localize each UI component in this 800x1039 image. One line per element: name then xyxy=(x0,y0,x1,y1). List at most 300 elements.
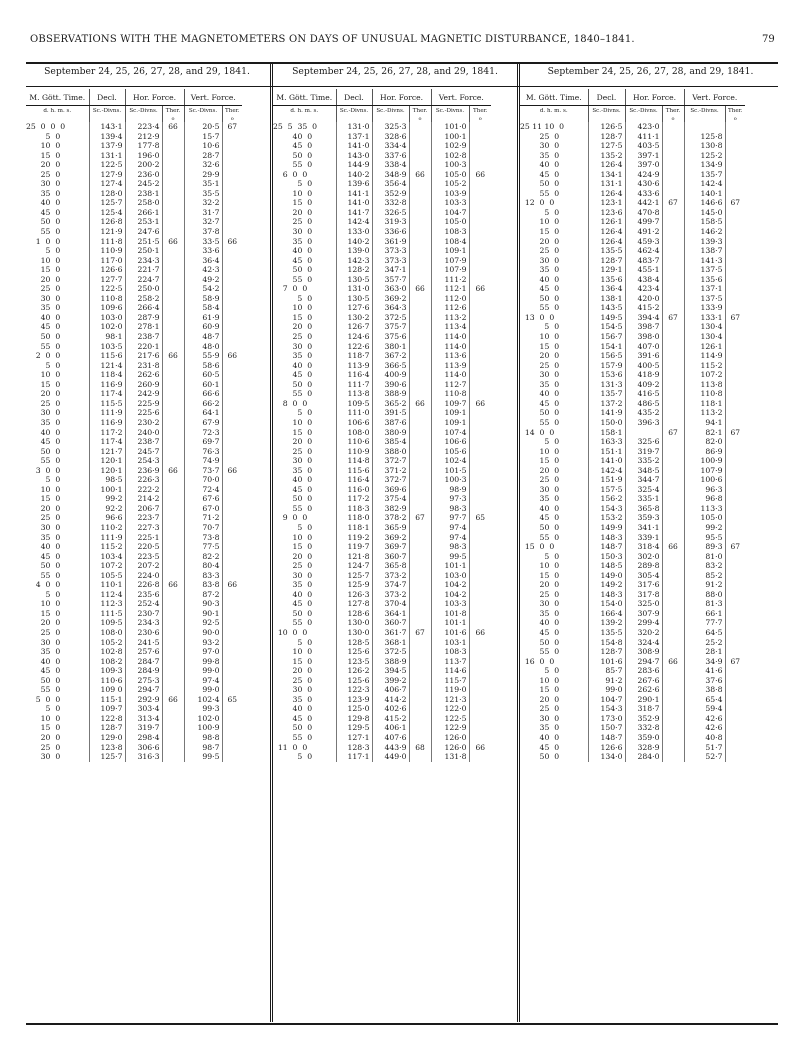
cell-time: 40 0 xyxy=(26,656,61,666)
cell-vertical-force: 72·4 xyxy=(184,485,222,495)
table-row xyxy=(273,447,491,457)
cell-declination: 109·5 xyxy=(89,618,125,628)
cell-vertical-force: 93·2 xyxy=(184,638,222,648)
cell-hor-thermometer xyxy=(662,447,684,457)
cell-hor-thermometer xyxy=(662,227,684,237)
cell-hor-thermometer xyxy=(409,275,431,285)
cell-hor-thermometer xyxy=(409,676,431,686)
cell-time: 25 11 10 0 xyxy=(520,122,565,131)
cell-time: 25 0 xyxy=(273,561,313,571)
table-row xyxy=(26,256,242,266)
cell-declination: 116·4 xyxy=(336,370,372,380)
cell-hor-thermometer xyxy=(409,256,431,266)
cell-hor-thermometer: 66 xyxy=(162,580,184,590)
units-ther: Ther. xyxy=(469,106,491,117)
cell-vert-thermometer xyxy=(469,437,491,447)
table-row xyxy=(26,628,242,638)
cell-horizontal-force: 223·7 xyxy=(125,513,162,523)
cell-vert-thermometer xyxy=(222,170,242,180)
cell-vertical-force: 101·0 xyxy=(431,122,469,132)
cell-declination: 116·9 xyxy=(89,418,125,428)
cell-time: 45 0 xyxy=(26,207,61,217)
cell-vert-thermometer xyxy=(725,485,745,495)
table-row xyxy=(520,695,745,705)
cell-hor-thermometer xyxy=(662,418,684,428)
cell-vert-thermometer xyxy=(222,265,242,275)
cell-declination: 129·8 xyxy=(336,714,372,724)
cell-vertical-force xyxy=(684,122,725,132)
cell-vertical-force: 133·9 xyxy=(684,303,725,313)
cell-hor-thermometer xyxy=(162,179,184,189)
cell-declination: 156·5 xyxy=(588,351,625,361)
cell-hor-thermometer xyxy=(162,170,184,180)
cell-vertical-force: 141·3 xyxy=(684,256,725,266)
units-decl: Sc.-Divns. xyxy=(588,106,625,117)
cell-horizontal-force: 369·2 xyxy=(372,533,409,543)
cell-vert-thermometer xyxy=(725,227,745,237)
cell-time: 45 0 xyxy=(273,255,313,265)
cell-vertical-force: 99·2 xyxy=(684,523,725,533)
table-row xyxy=(26,294,242,304)
cell-hor-thermometer xyxy=(162,141,184,151)
cell-vertical-force: 138·7 xyxy=(684,246,725,256)
cell-vertical-force: 25·2 xyxy=(684,638,725,648)
cell-vertical-force: 35·5 xyxy=(184,189,222,199)
cell-time: 20 0 xyxy=(26,160,61,170)
cell-horizontal-force: 262·6 xyxy=(125,370,162,380)
cell-declination: 102·8 xyxy=(89,647,125,657)
cell-time: 35 0 xyxy=(26,417,61,427)
cell-time: 5 0 xyxy=(273,637,313,647)
cell-vertical-force: 108·4 xyxy=(431,237,469,247)
cell-vertical-force: 112·6 xyxy=(431,303,469,313)
cell-hor-thermometer xyxy=(162,561,184,571)
cell-vertical-force: 102·9 xyxy=(431,141,469,151)
cell-horizontal-force: 235·6 xyxy=(125,590,162,600)
cell-hor-thermometer: 66 xyxy=(162,122,184,132)
cell-time: 20 0 xyxy=(26,618,61,628)
cell-horizontal-force: 365·9 xyxy=(372,523,409,533)
units-row xyxy=(273,106,491,117)
cell-vert-thermometer xyxy=(469,704,491,714)
table-row xyxy=(26,151,242,161)
cell-horizontal-force: 411·1 xyxy=(625,132,662,142)
cell-time: 5 0 xyxy=(273,293,313,303)
cell-vert-thermometer xyxy=(469,380,491,390)
cell-time: 30 0 xyxy=(273,570,313,580)
table-row xyxy=(520,227,745,237)
cell-horizontal-force: 317·8 xyxy=(625,590,662,600)
units-decl: Sc.-Divns. xyxy=(89,106,125,117)
cell-vertical-force: 130·4 xyxy=(684,322,725,332)
cell-vertical-force: 122·9 xyxy=(431,723,469,733)
cell-hor-thermometer xyxy=(662,122,684,132)
table-row xyxy=(273,151,491,161)
cell-hor-thermometer xyxy=(162,714,184,724)
cell-vertical-force: 52·7 xyxy=(684,752,725,762)
cell-declination: 125·6 xyxy=(336,676,372,686)
cell-vert-thermometer xyxy=(469,638,491,648)
cell-time: 40 0 xyxy=(273,246,313,256)
cell-vertical-force: 137·5 xyxy=(684,265,725,275)
cell-vert-thermometer xyxy=(469,179,491,189)
cell-declination: 127·9 xyxy=(89,170,125,180)
cell-time: 5 0 xyxy=(273,179,313,189)
cell-time: 45 0 xyxy=(26,437,61,447)
cell-declination: 100·1 xyxy=(89,485,125,495)
cell-hor-thermometer xyxy=(162,246,184,256)
cell-hor-thermometer xyxy=(409,647,431,657)
cell-horizontal-force: 200·2 xyxy=(125,160,162,170)
cell-hor-thermometer: 66 xyxy=(162,237,184,247)
cell-declination: 126·8 xyxy=(89,217,125,227)
cell-declination: 129·0 xyxy=(89,733,125,743)
cell-vert-thermometer xyxy=(222,714,242,724)
cell-horizontal-force: 372·5 xyxy=(372,313,409,323)
cell-horizontal-force: 231·8 xyxy=(125,361,162,371)
cell-vertical-force: 96·3 xyxy=(684,485,725,495)
cell-vertical-force: 73·7 xyxy=(184,466,222,476)
cell-time: 5 0 xyxy=(26,589,61,599)
cell-vertical-force: 90·0 xyxy=(184,628,222,638)
cell-declination: 153·6 xyxy=(588,370,625,380)
cell-time: 40 0 xyxy=(520,618,560,628)
table-row xyxy=(26,275,242,285)
cell-time: 15 0 xyxy=(273,656,313,666)
cell-hor-thermometer xyxy=(662,580,684,590)
cell-vertical-force: 135·6 xyxy=(684,275,725,285)
cell-horizontal-force: 370·4 xyxy=(372,599,409,609)
table-row xyxy=(520,638,745,648)
cell-declination: 116·4 xyxy=(336,475,372,485)
table-row xyxy=(26,494,242,504)
table-row xyxy=(520,313,745,323)
cell-vert-thermometer xyxy=(222,132,242,142)
cell-hor-thermometer xyxy=(409,179,431,189)
cell-time: 10 0 xyxy=(520,675,560,685)
cell-time: 10 0 xyxy=(26,141,61,151)
header-row xyxy=(520,89,745,106)
cell-time: 45 0 xyxy=(520,284,560,294)
cell-horizontal-force: 483·7 xyxy=(625,256,662,266)
cell-declination: 125·7 xyxy=(336,571,372,581)
cell-vert-thermometer xyxy=(469,666,491,676)
cell-time: 35 0 xyxy=(520,723,560,733)
cell-vertical-force: 109·1 xyxy=(431,246,469,256)
cell-vertical-force: 33·6 xyxy=(184,246,222,256)
cell-horizontal-force: 399·2 xyxy=(372,676,409,686)
cell-hor-thermometer xyxy=(162,342,184,352)
cell-hor-thermometer xyxy=(662,351,684,361)
cell-vertical-force: 98·9 xyxy=(431,485,469,495)
cell-time: 15 0 xyxy=(26,265,61,275)
cell-hor-thermometer xyxy=(409,389,431,399)
cell-horizontal-force: 365·8 xyxy=(625,504,662,514)
cell-hor-thermometer xyxy=(162,332,184,342)
cell-hor-thermometer xyxy=(162,256,184,266)
cell-horizontal-force: 224·0 xyxy=(125,571,162,581)
cell-vert-thermometer xyxy=(725,723,745,733)
table-row xyxy=(520,704,745,714)
cell-time: 40 0 xyxy=(273,704,313,714)
cell-hor-thermometer xyxy=(662,475,684,485)
cell-vertical-force: 111·2 xyxy=(431,275,469,285)
cell-time: 20 0 xyxy=(520,465,560,475)
cell-vertical-force: 98·7 xyxy=(184,743,222,753)
cell-horizontal-force: 298·4 xyxy=(125,733,162,743)
table-row xyxy=(520,208,745,218)
cell-vert-thermometer xyxy=(725,666,745,676)
cell-horizontal-force: 294·7 xyxy=(125,685,162,695)
cell-declination: 117·4 xyxy=(89,389,125,399)
cell-horizontal-force: 394·5 xyxy=(372,666,409,676)
cell-vertical-force: 100·3 xyxy=(431,475,469,485)
cell-horizontal-force: 402·6 xyxy=(372,704,409,714)
cell-horizontal-force: 415·2 xyxy=(625,303,662,313)
cell-vert-thermometer xyxy=(222,676,242,686)
cell-vert-thermometer xyxy=(222,475,242,485)
cell-horizontal-force: 278·1 xyxy=(125,322,162,332)
cell-hor-thermometer xyxy=(162,284,184,294)
table-row xyxy=(520,523,745,533)
cell-horizontal-force: 226·8 xyxy=(125,580,162,590)
cell-time: 10 0 xyxy=(273,188,313,198)
cell-vertical-force: 108·3 xyxy=(431,227,469,237)
cell-vertical-force: 42·6 xyxy=(684,714,725,724)
header-decl: Decl. xyxy=(588,89,625,106)
cell-time: 15 0 xyxy=(26,150,61,160)
cell-declination: 118·4 xyxy=(89,370,125,380)
table-row xyxy=(273,408,491,418)
cell-time: 14 0 0 xyxy=(520,427,555,437)
cell-vertical-force: 40·8 xyxy=(684,733,725,743)
cell-vert-thermometer xyxy=(725,685,745,695)
cell-hor-thermometer xyxy=(409,265,431,275)
cell-hor-thermometer: 66 xyxy=(162,351,184,361)
cell-vert-thermometer xyxy=(222,485,242,495)
cell-declination: 137·1 xyxy=(336,132,372,142)
cell-hor-thermometer xyxy=(662,256,684,266)
cell-declination: 151·1 xyxy=(588,447,625,457)
cell-vert-thermometer xyxy=(725,284,745,294)
cell-horizontal-force: 423·4 xyxy=(625,284,662,294)
table-row xyxy=(26,704,242,714)
cell-hor-thermometer xyxy=(162,599,184,609)
cell-time: 35 0 xyxy=(26,303,61,313)
cell-declination: 154·1 xyxy=(588,342,625,352)
table-row xyxy=(520,618,745,628)
table-row xyxy=(273,198,491,208)
cell-vert-thermometer xyxy=(222,685,242,695)
table-row xyxy=(520,447,745,457)
cell-vertical-force: 95·5 xyxy=(684,533,725,543)
cell-declination: 136·4 xyxy=(588,284,625,294)
cell-hor-thermometer xyxy=(409,237,431,247)
degree-mark: o xyxy=(409,116,431,122)
header-hor-force: Hor. Force. xyxy=(625,89,684,106)
cell-horizontal-force: 214·2 xyxy=(125,494,162,504)
cell-horizontal-force: 236·9 xyxy=(125,466,162,476)
cell-hor-thermometer xyxy=(162,666,184,676)
cell-hor-thermometer xyxy=(162,618,184,628)
cell-time: 5 0 xyxy=(520,666,560,676)
cell-vert-thermometer xyxy=(725,571,745,581)
cell-horizontal-force: 284·7 xyxy=(125,657,162,667)
cell-hor-thermometer xyxy=(409,189,431,199)
cell-time: 45 0 xyxy=(273,484,313,494)
table-row xyxy=(273,122,491,132)
cell-horizontal-force: 226·3 xyxy=(125,475,162,485)
cell-time: 30 0 xyxy=(26,293,61,303)
table-row xyxy=(273,494,491,504)
cell-time: 20 0 xyxy=(520,351,560,361)
cell-vert-thermometer: 66 xyxy=(469,628,491,638)
cell-hor-thermometer xyxy=(162,733,184,743)
cell-vertical-force: 104·2 xyxy=(431,580,469,590)
cell-declination: 105·2 xyxy=(89,638,125,648)
cell-hor-thermometer xyxy=(409,533,431,543)
cell-horizontal-force: 361·7 xyxy=(372,628,409,638)
cell-vertical-force: 28·1 xyxy=(684,647,725,657)
table-row xyxy=(26,571,242,581)
cell-vertical-force: 98·3 xyxy=(431,504,469,514)
units-ther: Ther. xyxy=(409,106,431,117)
cell-vert-thermometer xyxy=(469,198,491,208)
cell-horizontal-force: 407·6 xyxy=(372,733,409,743)
cell-time: 55 0 xyxy=(26,341,61,351)
cell-time: 5 0 0 xyxy=(26,694,61,704)
cell-vertical-force: 10·6 xyxy=(184,141,222,151)
cell-vert-thermometer xyxy=(725,265,745,275)
cell-declination: 109·7 xyxy=(89,704,125,714)
cell-time: 30 0 xyxy=(26,408,61,418)
cell-horizontal-force: 225·9 xyxy=(125,399,162,409)
table-row xyxy=(26,237,242,247)
table-row xyxy=(520,170,745,180)
cell-hor-thermometer xyxy=(662,217,684,227)
cell-hor-thermometer xyxy=(409,485,431,495)
table-row xyxy=(273,351,491,361)
table-row xyxy=(273,647,491,657)
cell-hor-thermometer xyxy=(662,294,684,304)
cell-vert-thermometer: 67 xyxy=(725,542,745,552)
cell-hor-thermometer xyxy=(409,408,431,418)
cell-hor-thermometer xyxy=(409,227,431,237)
cell-vertical-force: 104·7 xyxy=(431,208,469,218)
cell-time: 35 0 xyxy=(520,608,560,618)
table-row xyxy=(520,303,745,313)
cell-horizontal-force: 217·6 xyxy=(125,351,162,361)
cell-declination: 154·0 xyxy=(588,599,625,609)
cell-horizontal-force: 390·6 xyxy=(372,380,409,390)
cell-vert-thermometer xyxy=(725,179,745,189)
cell-time: 20 0 xyxy=(26,389,61,399)
cell-declination: 128·7 xyxy=(89,723,125,733)
table-row xyxy=(26,714,242,724)
cell-horizontal-force: 394·4 xyxy=(625,313,662,323)
cell-declination: 140·2 xyxy=(336,170,372,180)
cell-hor-thermometer xyxy=(409,370,431,380)
table-row xyxy=(520,351,745,361)
cell-time: 40 0 xyxy=(520,733,560,742)
cell-vert-thermometer xyxy=(222,303,242,313)
cell-vertical-force: 55·9 xyxy=(184,351,222,361)
table-row xyxy=(26,609,242,619)
cell-horizontal-force: 372·7 xyxy=(372,456,409,466)
cell-horizontal-force: 247·6 xyxy=(125,227,162,237)
cell-hor-thermometer xyxy=(409,303,431,313)
cell-time: 20 0 xyxy=(273,551,313,561)
cell-horizontal-force: 367·2 xyxy=(372,351,409,361)
cell-declination: 118·3 xyxy=(336,504,372,514)
cell-vert-thermometer xyxy=(725,494,745,504)
cell-vert-thermometer xyxy=(725,322,745,332)
cell-vertical-force: 66·1 xyxy=(684,609,725,619)
table-row xyxy=(520,475,745,485)
cell-time: 15 0 xyxy=(26,608,61,618)
cell-vert-thermometer xyxy=(469,122,491,132)
cell-horizontal-force: 459·3 xyxy=(625,237,662,247)
cell-hor-thermometer xyxy=(662,208,684,218)
cell-hor-thermometer xyxy=(662,189,684,199)
cell-time: 45 0 xyxy=(273,713,313,723)
cell-hor-thermometer xyxy=(409,666,431,676)
cell-horizontal-force: 372·7 xyxy=(372,475,409,485)
cell-time: 35 0 xyxy=(273,694,313,704)
cell-vertical-force: 59·4 xyxy=(684,704,725,714)
cell-vert-thermometer xyxy=(725,733,745,743)
cell-vert-thermometer xyxy=(725,714,745,724)
cell-vert-thermometer xyxy=(222,370,242,380)
table-row xyxy=(26,733,242,743)
cell-vert-thermometer xyxy=(725,609,745,619)
cell-horizontal-force: 397·1 xyxy=(625,151,662,161)
cell-hor-thermometer xyxy=(662,370,684,380)
cell-hor-thermometer xyxy=(662,408,684,418)
cell-horizontal-force: 275·3 xyxy=(125,676,162,686)
cell-vert-thermometer xyxy=(725,256,745,266)
cell-hor-thermometer xyxy=(162,151,184,161)
table-row xyxy=(520,485,745,495)
cell-declination: 115·2 xyxy=(89,542,125,552)
cell-vert-thermometer xyxy=(725,399,745,409)
cell-time: 20 0 xyxy=(273,666,313,676)
cell-time: 5 0 xyxy=(273,522,313,532)
cell-vert-thermometer xyxy=(222,389,242,399)
cell-time: 40 0 xyxy=(26,542,61,552)
cell-hor-thermometer xyxy=(162,676,184,686)
table-row xyxy=(273,723,491,733)
cell-hor-thermometer xyxy=(162,208,184,218)
cell-horizontal-force: 400·5 xyxy=(625,361,662,371)
data-table xyxy=(273,89,491,762)
cell-vertical-force: 113·4 xyxy=(431,322,469,332)
table-row xyxy=(26,542,242,552)
cell-time: 50 0 xyxy=(520,752,560,762)
cell-hor-thermometer xyxy=(162,533,184,543)
cell-declination: 110·6 xyxy=(89,676,125,686)
cell-horizontal-force: 328·6 xyxy=(372,132,409,142)
cell-vertical-force: 112·0 xyxy=(431,294,469,304)
cell-declination: 150·7 xyxy=(588,723,625,733)
table-row xyxy=(520,284,745,294)
table-panel-left xyxy=(26,62,268,1022)
cell-declination: 143·1 xyxy=(89,122,125,132)
cell-time: 10 0 xyxy=(26,484,61,494)
cell-vertical-force: 89·3 xyxy=(684,542,725,552)
cell-vert-thermometer xyxy=(469,447,491,457)
cell-time: 50 0 xyxy=(520,637,560,647)
